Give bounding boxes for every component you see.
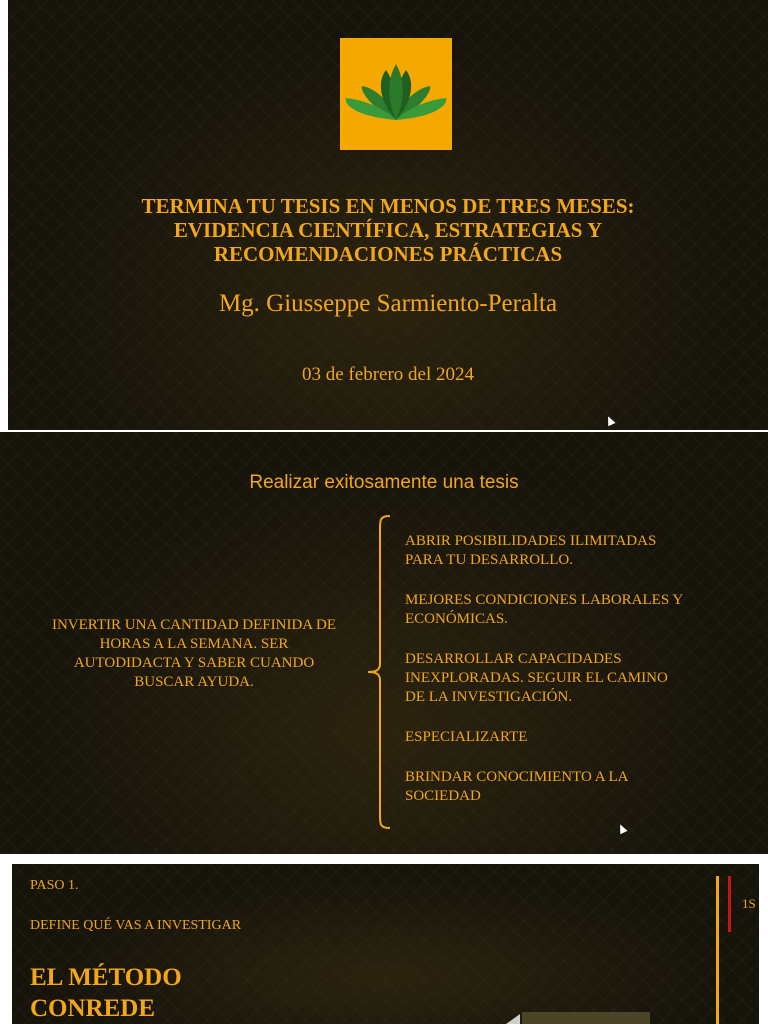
lotus-logo [340,38,452,150]
step-subtitle: DEFINE QUÉ VAS A INVESTIGAR [30,918,242,933]
list-item-line: SOCIEDAD [405,788,481,804]
list-item [405,532,745,570]
left-statement-line: BUSCAR AYUDA. [134,674,254,690]
title-line: TERMINA TU TESIS EN MENOS DE TRES MESES: [141,194,635,218]
list-item-line: MEJORES CONDICIONES LABORALES Y [405,592,684,608]
benefits-list [405,532,745,806]
left-statement-line: INVERTIR UNA CANTIDAD DEFINIDA DE [51,617,337,633]
slide-thumbnail [522,1012,650,1024]
left-statement-line: HORAS A LA SEMANA. SER [99,636,289,652]
list-item [405,768,745,806]
list-item [405,591,745,629]
slide-title: Realizar exitosamente una tesis [249,472,519,493]
method-title [30,962,182,1024]
curly-brace-icon [366,514,396,830]
list-item [405,650,745,707]
list-item-line: ECONÓMICAS. [405,611,508,627]
presentation-date: 03 de febrero del 2024 [302,364,474,385]
side-bar-red [728,876,731,932]
side-label: 1S [742,896,756,911]
list-item-line: PARA TU DESARROLLO. [405,552,573,568]
step-label: PASO 1. [30,878,79,893]
author-name: Mg. Giusseppe Sarmiento-Peralta [218,290,558,317]
slide-3 [12,864,759,1024]
list-item-line: INEXPLORADAS. SEGUIR EL CAMINO [405,670,668,686]
list-item-line: ABRIR POSIBILIDADES ILIMITADAS [405,533,657,549]
mouse-cursor-icon [604,415,615,427]
list-item [405,728,745,747]
lotus-icon [340,38,452,150]
left-statement-line: AUTODIDACTA Y SABER CUANDO [73,655,315,671]
list-item-line: DE LA INVESTIGACIÓN. [405,689,573,705]
method-title-line: CONREDE [30,995,156,1022]
side-bar-gold [716,876,719,1024]
slide-2 [0,432,768,854]
list-item-line: DESARROLLAR CAPACIDADES [405,651,622,667]
title-line: RECOMENDACIONES PRÁCTICAS [213,242,563,266]
slide-1 [8,0,768,430]
left-statement [22,616,366,692]
title-line: EVIDENCIA CIENTÍFICA, ESTRATEGIAS Y [173,218,603,242]
mouse-cursor-icon [616,823,627,835]
thumbnail-arrow-icon [506,1014,520,1024]
list-item-line: BRINDAR CONOCIMIENTO A LA [405,769,629,785]
list-item-line: ESPECIALIZARTE [405,729,528,745]
method-title-line: EL MÉTODO [30,964,182,991]
presentation-title [68,194,708,266]
